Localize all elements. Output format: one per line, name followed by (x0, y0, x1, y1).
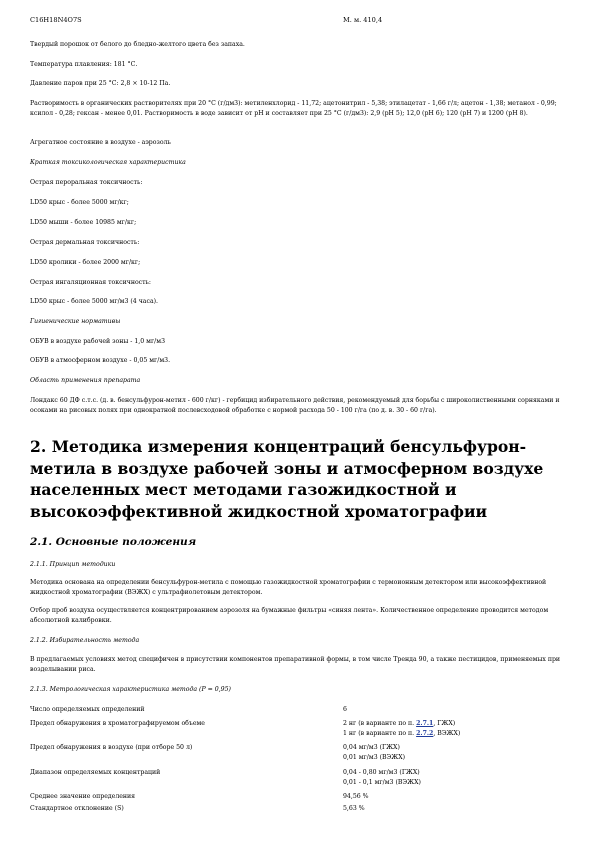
oral-text: Острая пероральная токсичность: (30, 179, 143, 186)
section-link[interactable]: 2.7.2 (416, 730, 434, 737)
subsection-heading: 2.1. Основные положения (30, 536, 197, 548)
melting-text: Температура плавления: 181 °С. (30, 61, 138, 68)
metrology-value: 2 нг (в варианте по п. 2.7.1, ГЖХ) (343, 720, 456, 727)
section-link[interactable]: 2.7.1 (416, 720, 434, 727)
metrology-value: 0,04 мг/м3 (ГЖХ) (343, 744, 400, 751)
dermal-text: Острая дермальная токсичность: (30, 239, 140, 246)
tox-title: Краткая токсикологическая характеристика (30, 159, 186, 166)
metrology-value: 6 (343, 706, 347, 713)
principle-title: 2.1.1. Принцип методики (30, 561, 116, 568)
metrology-value: 5,63 % (343, 805, 365, 812)
metrology-key: Диапазон определяемых концентраций (30, 769, 161, 776)
metrology-key: Число определяемых определений (30, 706, 145, 713)
aggregate-text: Агрегатное состояние в воздухе - аэрозоль (30, 139, 171, 146)
obuv-work-text: ОБУВ в воздухе рабочей зоны - 1,0 мг/м3 (30, 338, 166, 345)
application-title: Область применения препарата (30, 377, 141, 384)
molar-mass-header: М. м. 410,4 (343, 16, 383, 24)
hygiene-title: Гигиенические нормативы (30, 318, 121, 325)
metrology-title: 2.1.3. Метрологическая характеристика метода (Р = 0,95) (30, 686, 231, 693)
selectivity-title: 2.1.2. Избирательность метода (30, 637, 140, 644)
metrology-value: 94,56 % (343, 793, 369, 800)
sampling-text: Отбор проб воздуха осуществляется концентрированием аэрозоля на бумажные фильтры «синяя лента». Количественное определение проводится методом абсолютной калибровки. (30, 607, 549, 624)
metrology-value: 0,01 мг/м3 (ВЭЖХ) (343, 754, 406, 761)
metrology-value: 1 нг (в варианте по п. 2.7.2, ВЭЖХ) (343, 730, 461, 737)
ld50-mice-text: LD50 мыши - более 10985 мг/кг; (30, 219, 137, 226)
ld50-rats-text: LD50 крыс - более 5000 мг/кг; (30, 199, 129, 206)
solubility-text: Растворимость в органических растворителях при 20 °С (г/дм3): метиленхлорид - 11,72; ацетонитрил - 5,38; этилацетат - 1,66 г/л; ацетон - 1,38; метанол - 0,99; ксилол - 0,28; гексан - менее 0,01. Растворимость в воде зависит от рН и составляет при 25 °С (г/дм3): 2,9 (рН 5); 12,0 (рН 6); 120 (рН 7) и 1200 (рН 8). (30, 100, 557, 117)
ld50-inhal-text: LD50 крыс - более 5000 мг/м3 (4 часа). (30, 298, 159, 305)
inhal-text: Острая ингаляционная токсичность: (30, 279, 152, 286)
vapor-text: Давление паров при 25 °С: 2,8 × 10-12 Па. (30, 80, 171, 87)
principle-text: Методика основана на определении бенсульфурон-метила с помощью газожидкостной хроматографии с термоионным детектором или высокоэффективной жидкостной хроматографии (ВЭЖХ) с ультрафиолетовым детектором. (30, 579, 547, 596)
metrology-key: Предел обнаружения в хроматографируемом объеме (30, 720, 205, 727)
metrology-key: Среднее значение определения (30, 793, 136, 800)
section-heading: 2. Методика измерения концентраций бенсульфурон-метила в воздухе рабочей зоны и атмосферном воздухе населенных мест методами газожидкостной и высокоэффективной жидкостной хроматографии (30, 437, 544, 521)
ld50-rabbits-text: LD50 кролики - более 2000 мг/кг; (30, 259, 141, 266)
appearance-text: Твердый порошок от белого до бледно-желтого цвета без запаха. (30, 41, 245, 48)
metrology-key: Предел обнаружения в воздухе (при отборе 50 л) (30, 744, 193, 751)
selectivity-text: В предлагаемых условиях метод специфичен в присутствии компонентов препаративной формы, в том числе Тренда 90, а также пестицидов, применяемых при возделывании риса. (30, 656, 561, 673)
obuv-air-text: ОБУВ в атмосферном воздухе - 0,05 мг/м3. (30, 357, 171, 364)
application-text: Лондакс 60 ДФ с.т.с. (д. в. бенсульфурон-метил - 600 г/кг) - гербицид избирательного действия, рекомендуемый для борьбы с широколиственными сорняками и осоками на рисовых полях при однократной послевсходовой обработке с нормой расхода 50 - 100 г/га (по д. в. 30 - 60 г/га). (30, 397, 560, 414)
metrology-value: 0,04 - 0,80 мг/м3 (ГЖХ) (343, 769, 420, 776)
metrology-key: Стандартное отклонение (S) (30, 805, 124, 812)
metrology-value: 0,01 - 0,1 мг/м3 (ВЭЖХ) (343, 779, 421, 786)
formula-header: С16Н18N4O7S (30, 16, 82, 24)
